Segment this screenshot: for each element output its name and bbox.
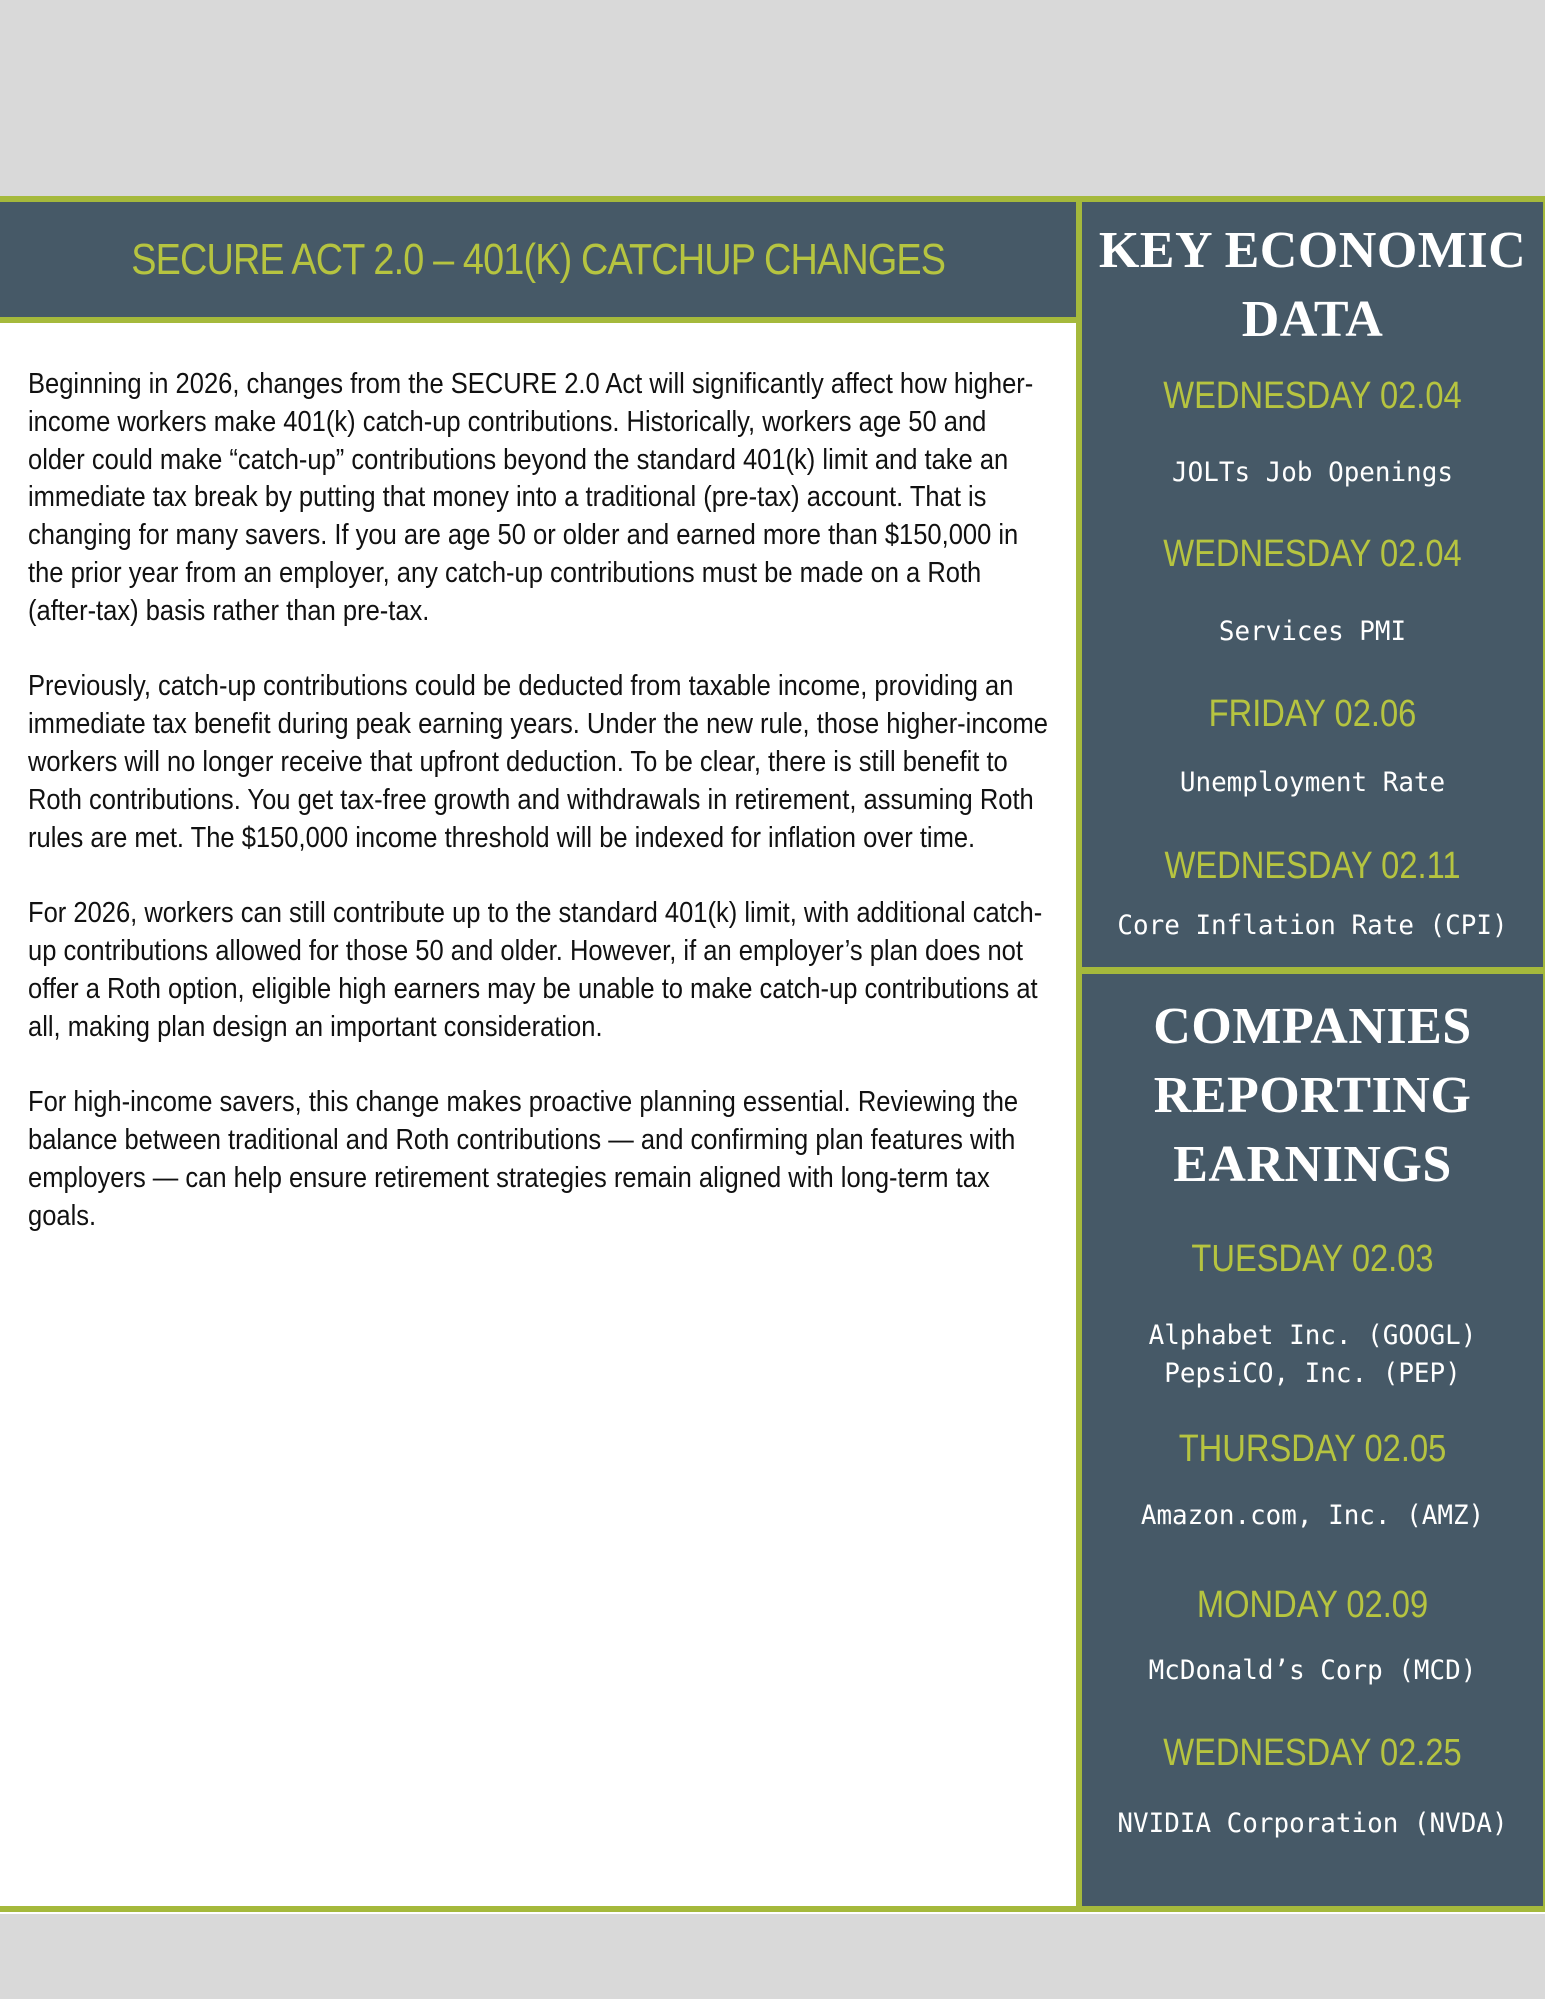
earnings-item: PepsiCO, Inc. (PEP) — [1164, 1358, 1461, 1389]
earnings-heading-line-3: EARNINGS — [1173, 1136, 1452, 1193]
earnings-date: MONDAY 02.09 — [1196, 1584, 1429, 1626]
bottom-rule — [0, 1906, 1545, 1912]
economic-item: Services PMI — [1218, 616, 1407, 647]
article-title: SECURE ACT 2.0 – 401(K) CATCHUP CHANGES — [131, 234, 945, 284]
economic-date: WEDNESDAY 02.11 — [1164, 845, 1461, 887]
economic-date: FRIDAY 02.06 — [1208, 693, 1417, 735]
earnings-heading-line-2: REPORTING — [1153, 1067, 1472, 1124]
article-paragraph: Previously, catch-up contributions could be deducted from taxable income, providing an immediate tax benefit during peak earning years. Under the new rule, those higher-income workers will no longer receive that upfront deduction. To be clear, there is still benefit to Roth contributions. You get tax-free growth and withdrawals in retirement, assuming Roth rules are met. The $150,000 income threshold will be indexed for inflation over time. — [28, 670, 1048, 854]
article-header-rule — [0, 317, 1076, 323]
economic-heading-line-2: DATA — [1241, 291, 1384, 348]
article-body — [28, 366, 1049, 1273]
earnings-date: TUESDAY 02.03 — [1191, 1238, 1434, 1280]
article-header — [0, 202, 1076, 317]
earnings-date: THURSDAY 02.05 — [1178, 1428, 1447, 1470]
article-paragraph: For 2026, workers can still contribute up to the standard 401(k) limit, with additional catch-up contributions allowed for those 50 and older. However, if an employer’s plan does not offer a Roth option, eligible high earners may be unable to make catch-up contributions at all, making plan design an important consideration. — [28, 897, 1043, 1043]
earnings-item: NVIDIA Corporation (NVDA) — [1117, 1808, 1508, 1839]
earnings-date: WEDNESDAY 02.25 — [1163, 1732, 1462, 1774]
earnings-item: Amazon.com, Inc. (AMZ) — [1140, 1500, 1485, 1531]
sidebar-divider — [1082, 967, 1545, 974]
earnings-item: McDonald’s Corp (MCD) — [1148, 1655, 1477, 1686]
earnings-heading-line-1: COMPANIES — [1153, 998, 1472, 1055]
economic-item: JOLTs Job Openings — [1172, 457, 1453, 488]
article-paragraph: Beginning in 2026, changes from the SECURE 2.0 Act will significantly affect how higher-income workers make 401(k) catch-up contributions. Historically, workers age 50 and older could make “catch-up” contributions beyond the standard 401(k) limit and take an immediate tax break by putting that money into a traditional (pre-tax) account. That is changing for many savers. If you are age 50 or older and earned more than $150,000 in the prior year from an employer, any catch-up contributions must be made on a Roth (after-tax) basis rather than pre-tax. — [28, 368, 1034, 627]
economic-date: WEDNESDAY 02.04 — [1163, 375, 1462, 417]
earnings-item: Alphabet Inc. (GOOGL) — [1148, 1320, 1477, 1351]
economic-heading-line-1: KEY ECONOMIC — [1098, 222, 1527, 279]
economic-item: Unemployment Rate — [1179, 767, 1446, 798]
economic-item: Core Inflation Rate (CPI) — [1117, 910, 1508, 941]
article-paragraph: For high-income savers, this change makes proactive planning essential. Reviewing the balance between traditional and Roth contributions — and confirming plan features with employers — can help ensure retirement strategies remain aligned with long-term tax goals. — [28, 1086, 1019, 1232]
economic-date: WEDNESDAY 02.04 — [1163, 533, 1462, 575]
